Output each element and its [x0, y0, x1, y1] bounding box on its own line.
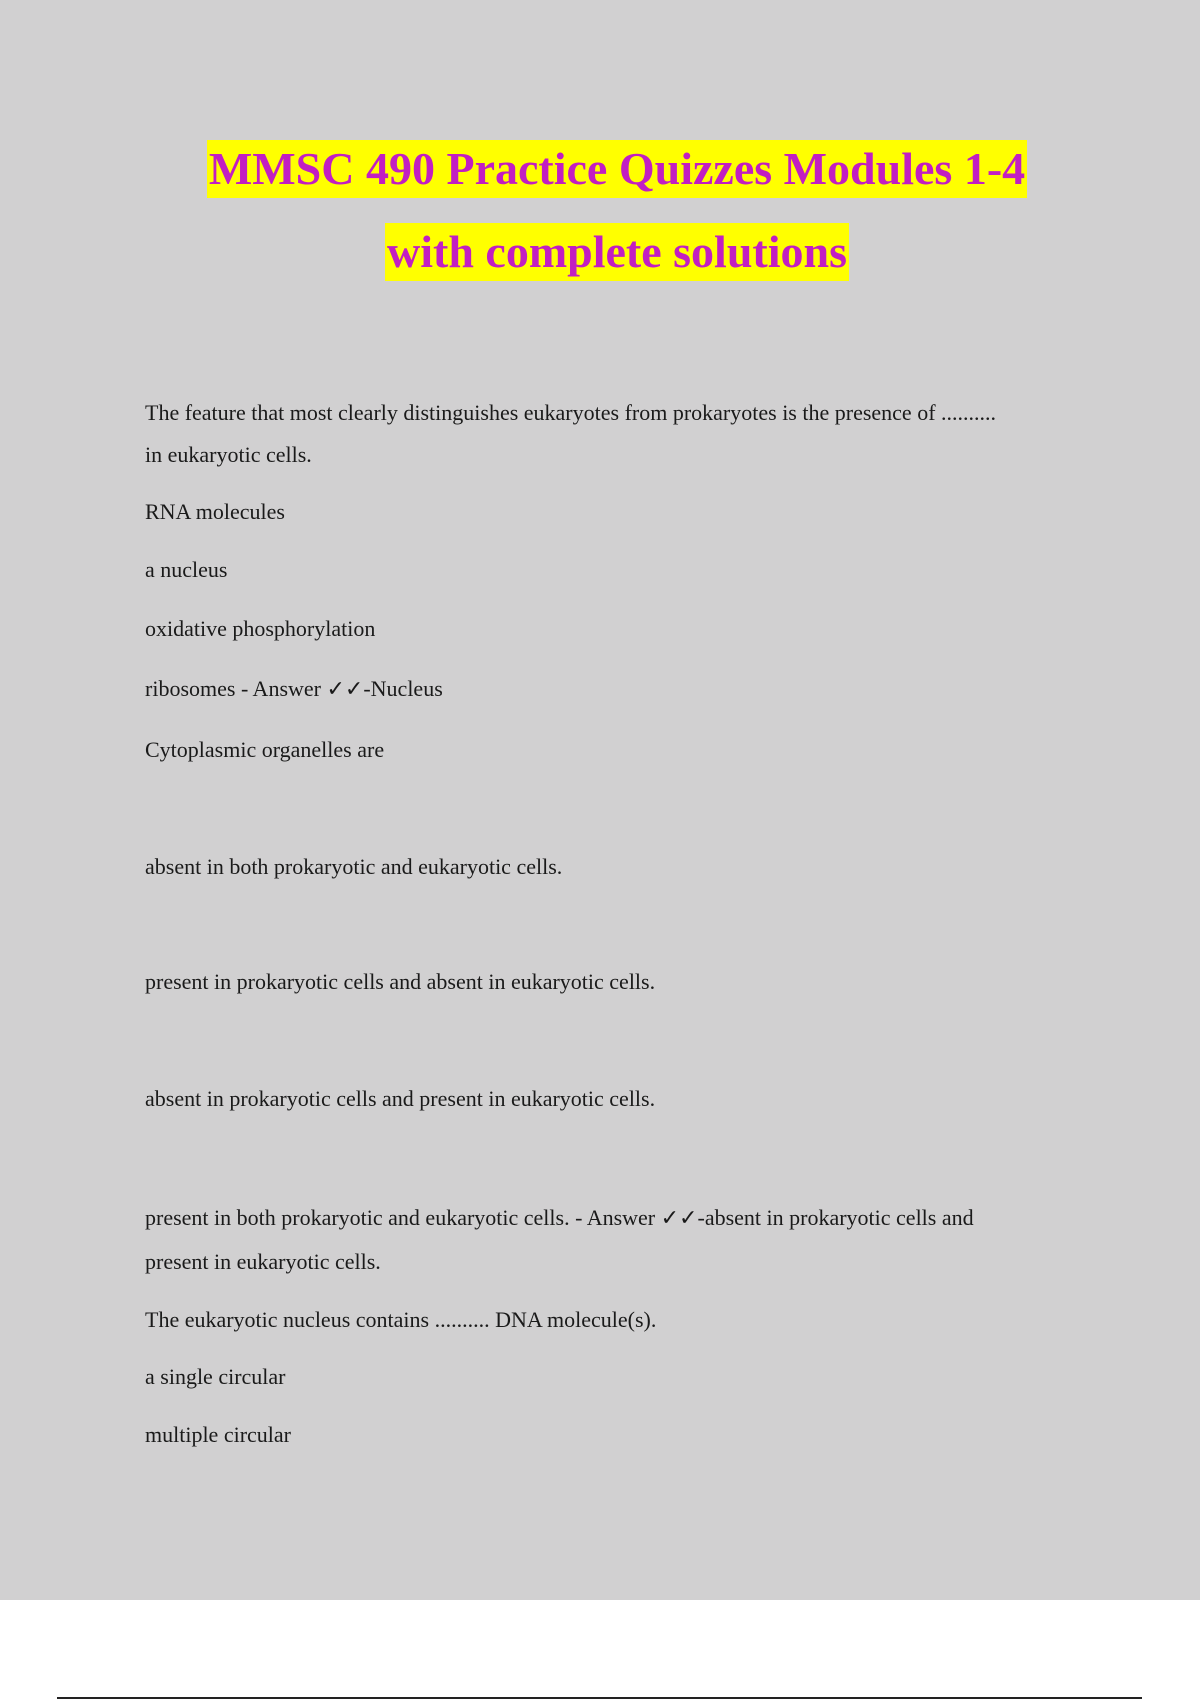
document-title — [0, 140, 1200, 281]
question-1-text-continued: in eukaryotic cells. — [145, 442, 312, 467]
question-2-option: absent in prokaryotic cells and present in eukaryotic cells. — [145, 1086, 656, 1111]
question-3-option: a single circular — [145, 1364, 286, 1389]
question-3-option: multiple circular — [145, 1422, 291, 1447]
question-1-option: a nucleus — [145, 557, 228, 582]
question-1-option: oxidative phosphorylation — [145, 616, 376, 641]
question-1-text: The feature that most clearly distinguishes eukaryotes from prokaryotes is the presence of .......... — [145, 400, 997, 425]
question-1-option: RNA molecules — [145, 499, 285, 524]
page-footer — [0, 1600, 1200, 1700]
question-2-answer-continued: present in eukaryotic cells. — [145, 1249, 381, 1274]
title-line-2: with complete solutions — [385, 223, 849, 281]
footer-divider — [57, 1697, 1142, 1699]
question-1-answer: ribosomes - Answer ✓✓-Nucleus — [145, 676, 443, 701]
title-line-1: MMSC 490 Practice Quizzes Modules 1-4 — [207, 140, 1027, 198]
question-2-option: present in prokaryotic cells and absent in eukaryotic cells. — [145, 969, 656, 994]
question-3-text: The eukaryotic nucleus contains .......... DNA molecule(s). — [145, 1307, 657, 1332]
question-2-option: absent in both prokaryotic and eukaryotic cells. — [145, 854, 563, 879]
question-2-answer: present in both prokaryotic and eukaryotic cells. - Answer ✓✓-absent in prokaryotic cells and — [145, 1205, 974, 1230]
question-2-text: Cytoplasmic organelles are — [145, 737, 385, 762]
